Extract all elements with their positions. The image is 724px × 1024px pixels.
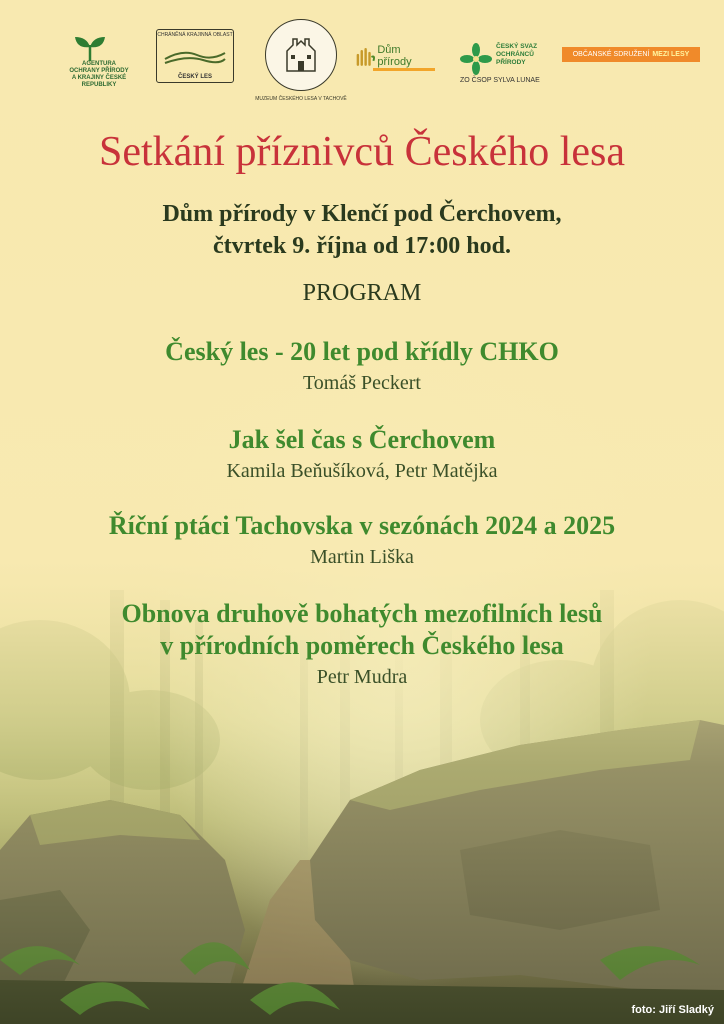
- venue-line: Dům přírody v Klenčí pod Čerchovem,: [162, 201, 562, 227]
- photo-credit: foto: Jiří Sladký: [631, 1004, 714, 1016]
- museum-logo: [255, 19, 347, 102]
- program-heading: PROGRAM: [302, 280, 422, 306]
- mountain-lines-icon: [163, 45, 227, 67]
- talk-speaker: Martin Liška: [310, 546, 414, 568]
- talk-speaker: Petr Mudra: [316, 666, 408, 688]
- talk-item: [0, 424, 724, 484]
- chko-bottom-text: ČESKÝ LES: [177, 74, 212, 80]
- mezi-lesy-logo: [562, 47, 700, 62]
- csop-line2: OCHRÁNCŮ: [496, 50, 534, 58]
- museum-logo-text: MUZEUM ČESKÉHO LESA V TACHOVĚ: [255, 96, 347, 102]
- mezi-lesy-name: MEZI LESY: [652, 51, 690, 58]
- chko-logo: [156, 29, 234, 83]
- talk-speaker: Tomáš Peckert: [302, 372, 421, 394]
- leaf-sprout-icon: [73, 35, 107, 61]
- aopk-logo-text: AGENTURA OCHRANY PŘÍRODY A KRAJINY ČESKÉ REPUBLIKY: [69, 61, 129, 88]
- mezi-lesy-prefix: OBČANSKÉ SDRUŽENÍ: [572, 51, 650, 58]
- csop-line1: ČESKÝ SVAZ: [496, 42, 538, 50]
- talk-speaker: Kamila Beňušíková, Petr Matějka: [226, 460, 498, 482]
- event-title: Setkání příznivců Českého lesa: [98, 129, 626, 175]
- csop-logo: [460, 34, 552, 92]
- dum-prirody-underline: [373, 68, 435, 71]
- dum-prirody-logo: [354, 39, 436, 75]
- talk-item: [0, 598, 724, 690]
- talk-title-line2: v přírodních poměrech Českého lesa: [160, 631, 564, 660]
- talk-title: Obnova druhově bohatých mezofilních lesů: [121, 599, 603, 628]
- talk-title: Říční ptáci Tachovska v sezónách 2024 a 2025: [108, 511, 616, 540]
- partner-logos: [0, 14, 724, 104]
- event-venue-date: [0, 198, 724, 262]
- date-line: čtvrtek 9. října od 17:00 hod.: [213, 233, 511, 259]
- hand-leaves-icon: [354, 45, 375, 67]
- csop-line3: PŘÍRODY: [496, 58, 526, 66]
- aopk-logo: [50, 32, 130, 92]
- dum-prirody-logo-text: Dům přírody: [377, 43, 412, 68]
- talk-item: [0, 336, 724, 396]
- csop-sub-text: ZO ČSOP SYLVA LUNAE: [460, 76, 540, 84]
- talk-item: [0, 510, 724, 570]
- talk-title: Český les - 20 let pod křídly CHKO: [165, 337, 559, 366]
- museum-building-icon: [279, 33, 323, 77]
- talk-title: Jak šel čas s Čerchovem: [228, 425, 496, 454]
- green-flower-icon: [460, 43, 492, 75]
- chko-top-text: CHRÁNĚNÁ KRAJINNÁ OBLAST: [157, 32, 233, 38]
